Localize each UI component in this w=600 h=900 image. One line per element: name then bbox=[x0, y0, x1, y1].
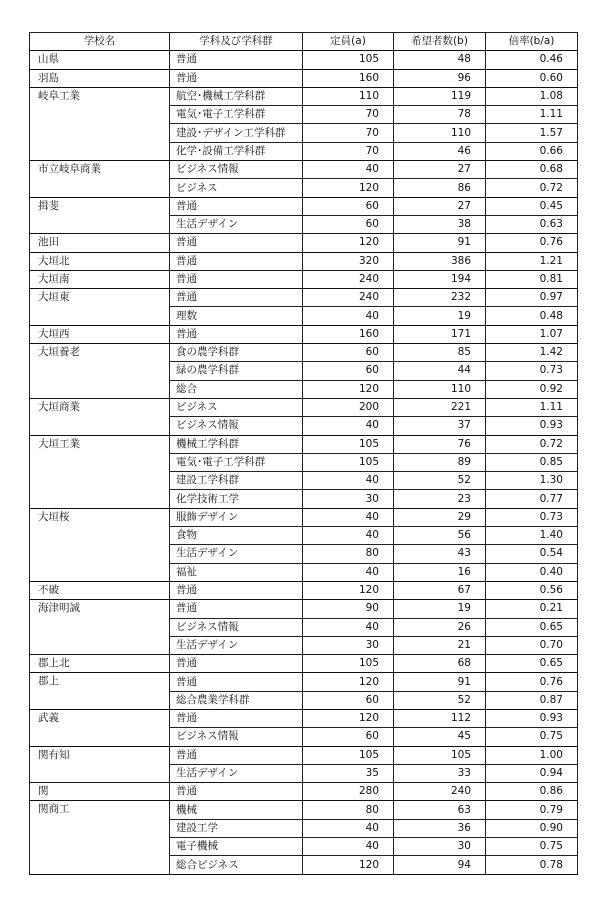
capacity-cell: 105 bbox=[303, 435, 394, 453]
course-cell: 生活デザイン bbox=[170, 764, 303, 782]
school-name-cell: 郡上 bbox=[30, 673, 170, 710]
header-applicants: 希望者数(b) bbox=[394, 33, 486, 51]
capacity-cell: 120 bbox=[303, 179, 394, 197]
ratio-cell: 0.75 bbox=[486, 728, 578, 746]
school-name-cell: 岐阜工業 bbox=[30, 87, 170, 160]
school-name-cell: 大垣東 bbox=[30, 289, 170, 326]
ratio-cell: 0.85 bbox=[486, 453, 578, 471]
capacity-cell: 120 bbox=[303, 856, 394, 874]
school-name-cell: 大垣北 bbox=[30, 252, 170, 270]
applicants-cell: 36 bbox=[394, 819, 486, 837]
applicants-cell: 112 bbox=[394, 709, 486, 727]
capacity-cell: 30 bbox=[303, 636, 394, 654]
capacity-cell: 105 bbox=[303, 746, 394, 764]
capacity-cell: 80 bbox=[303, 545, 394, 563]
table-body bbox=[30, 51, 578, 874]
school-name-cell: 大垣西 bbox=[30, 325, 170, 343]
ratio-cell: 1.00 bbox=[486, 746, 578, 764]
ratio-cell: 0.70 bbox=[486, 636, 578, 654]
capacity-cell: 60 bbox=[303, 691, 394, 709]
capacity-cell: 200 bbox=[303, 398, 394, 416]
course-cell: ビジネス情報 bbox=[170, 728, 303, 746]
school-name-cell: 揖斐 bbox=[30, 197, 170, 234]
ratio-cell: 0.73 bbox=[486, 362, 578, 380]
course-cell: 普通 bbox=[170, 270, 303, 288]
capacity-cell: 105 bbox=[303, 51, 394, 69]
ratio-cell: 1.42 bbox=[486, 344, 578, 362]
ratio-cell: 0.90 bbox=[486, 819, 578, 837]
course-cell: 機械 bbox=[170, 801, 303, 819]
course-cell: 航空･機械工学科群 bbox=[170, 87, 303, 105]
capacity-cell: 240 bbox=[303, 270, 394, 288]
table-row bbox=[30, 746, 578, 764]
course-cell: 生活デザイン bbox=[170, 636, 303, 654]
capacity-cell: 120 bbox=[303, 380, 394, 398]
applicants-cell: 221 bbox=[394, 398, 486, 416]
applicants-cell: 21 bbox=[394, 636, 486, 654]
applicants-cell: 91 bbox=[394, 673, 486, 691]
course-cell: 普通 bbox=[170, 673, 303, 691]
course-cell: 建設工学科群 bbox=[170, 472, 303, 490]
table-row bbox=[30, 87, 578, 105]
table-row bbox=[30, 69, 578, 87]
table-row bbox=[30, 600, 578, 618]
capacity-cell: 110 bbox=[303, 87, 394, 105]
school-name-cell: 大垣商業 bbox=[30, 398, 170, 435]
capacity-cell: 60 bbox=[303, 362, 394, 380]
applicants-cell: 91 bbox=[394, 234, 486, 252]
applicants-cell: 232 bbox=[394, 289, 486, 307]
ratio-cell: 0.87 bbox=[486, 691, 578, 709]
course-cell: 普通 bbox=[170, 581, 303, 599]
course-cell: 普通 bbox=[170, 709, 303, 727]
ratio-cell: 0.94 bbox=[486, 764, 578, 782]
applicants-cell: 19 bbox=[394, 600, 486, 618]
applicants-cell: 85 bbox=[394, 344, 486, 362]
school-name-cell: 大垣南 bbox=[30, 270, 170, 288]
capacity-cell: 160 bbox=[303, 69, 394, 87]
school-name-cell: 関 bbox=[30, 783, 170, 801]
school-name-cell: 大垣工業 bbox=[30, 435, 170, 508]
capacity-cell: 40 bbox=[303, 417, 394, 435]
capacity-cell: 40 bbox=[303, 307, 394, 325]
applicants-cell: 94 bbox=[394, 856, 486, 874]
table-row bbox=[30, 289, 578, 307]
course-cell: 普通 bbox=[170, 69, 303, 87]
capacity-cell: 40 bbox=[303, 618, 394, 636]
course-cell: 理数 bbox=[170, 307, 303, 325]
course-cell: 総合 bbox=[170, 380, 303, 398]
capacity-cell: 35 bbox=[303, 764, 394, 782]
ratio-cell: 0.73 bbox=[486, 508, 578, 526]
capacity-cell: 40 bbox=[303, 563, 394, 581]
ratio-cell: 0.92 bbox=[486, 380, 578, 398]
course-cell: 化学技術工学 bbox=[170, 490, 303, 508]
ratio-cell: 0.72 bbox=[486, 179, 578, 197]
capacity-cell: 40 bbox=[303, 508, 394, 526]
course-cell: 総合ビジネス bbox=[170, 856, 303, 874]
applicants-cell: 37 bbox=[394, 417, 486, 435]
applicants-cell: 26 bbox=[394, 618, 486, 636]
ratio-cell: 0.46 bbox=[486, 51, 578, 69]
school-name-cell: 山県 bbox=[30, 51, 170, 69]
applicants-cell: 119 bbox=[394, 87, 486, 105]
course-cell: 服飾デザイン bbox=[170, 508, 303, 526]
applicants-cell: 194 bbox=[394, 270, 486, 288]
applicants-cell: 16 bbox=[394, 563, 486, 581]
applicants-cell: 105 bbox=[394, 746, 486, 764]
capacity-cell: 240 bbox=[303, 289, 394, 307]
applicants-cell: 19 bbox=[394, 307, 486, 325]
ratio-cell: 0.48 bbox=[486, 307, 578, 325]
course-cell: 生活デザイン bbox=[170, 545, 303, 563]
capacity-cell: 60 bbox=[303, 344, 394, 362]
applicants-cell: 30 bbox=[394, 838, 486, 856]
school-name-cell: 海津明誠 bbox=[30, 600, 170, 655]
ratio-cell: 1.30 bbox=[486, 472, 578, 490]
applicants-cell: 33 bbox=[394, 764, 486, 782]
capacity-cell: 40 bbox=[303, 838, 394, 856]
course-cell: 建設･デザイン工学科群 bbox=[170, 124, 303, 142]
ratio-cell: 0.78 bbox=[486, 856, 578, 874]
course-cell: 電気･電子工学科群 bbox=[170, 106, 303, 124]
applicants-cell: 78 bbox=[394, 106, 486, 124]
capacity-cell: 40 bbox=[303, 161, 394, 179]
capacity-cell: 80 bbox=[303, 801, 394, 819]
ratio-cell: 0.56 bbox=[486, 581, 578, 599]
ratio-cell: 1.11 bbox=[486, 398, 578, 416]
course-cell: 緑の農学科群 bbox=[170, 362, 303, 380]
course-cell: 福祉 bbox=[170, 563, 303, 581]
ratio-cell: 0.97 bbox=[486, 289, 578, 307]
ratio-cell: 0.72 bbox=[486, 435, 578, 453]
ratio-cell: 0.65 bbox=[486, 618, 578, 636]
school-name-cell: 市立岐阜商業 bbox=[30, 161, 170, 198]
table-row bbox=[30, 801, 578, 819]
applicants-cell: 38 bbox=[394, 215, 486, 233]
capacity-cell: 70 bbox=[303, 124, 394, 142]
ratio-cell: 1.07 bbox=[486, 325, 578, 343]
capacity-cell: 40 bbox=[303, 527, 394, 545]
school-name-cell: 羽島 bbox=[30, 69, 170, 87]
header-row bbox=[30, 33, 578, 51]
school-name-cell: 池田 bbox=[30, 234, 170, 252]
header-ratio: 倍率(b/a) bbox=[486, 33, 578, 51]
admission-ratio-table bbox=[29, 32, 578, 875]
course-cell: 普通 bbox=[170, 197, 303, 215]
course-cell: 普通 bbox=[170, 325, 303, 343]
table-row bbox=[30, 234, 578, 252]
table-row bbox=[30, 51, 578, 69]
course-cell: 普通 bbox=[170, 783, 303, 801]
course-cell: 化学･設備工学科群 bbox=[170, 142, 303, 160]
course-cell: 普通 bbox=[170, 746, 303, 764]
applicants-cell: 52 bbox=[394, 472, 486, 490]
table-row bbox=[30, 270, 578, 288]
applicants-cell: 45 bbox=[394, 728, 486, 746]
ratio-cell: 0.76 bbox=[486, 673, 578, 691]
capacity-cell: 70 bbox=[303, 106, 394, 124]
ratio-cell: 0.86 bbox=[486, 783, 578, 801]
course-cell: ビジネス情報 bbox=[170, 618, 303, 636]
capacity-cell: 160 bbox=[303, 325, 394, 343]
table-row bbox=[30, 709, 578, 727]
ratio-cell: 1.11 bbox=[486, 106, 578, 124]
applicants-cell: 86 bbox=[394, 179, 486, 197]
course-cell: 電子機械 bbox=[170, 838, 303, 856]
capacity-cell: 90 bbox=[303, 600, 394, 618]
table-row bbox=[30, 398, 578, 416]
table-row bbox=[30, 161, 578, 179]
course-cell: 建設工学 bbox=[170, 819, 303, 837]
capacity-cell: 120 bbox=[303, 581, 394, 599]
course-cell: 電気･電子工学科群 bbox=[170, 453, 303, 471]
applicants-cell: 240 bbox=[394, 783, 486, 801]
applicants-cell: 44 bbox=[394, 362, 486, 380]
ratio-cell: 1.08 bbox=[486, 87, 578, 105]
applicants-cell: 23 bbox=[394, 490, 486, 508]
ratio-cell: 1.57 bbox=[486, 124, 578, 142]
ratio-cell: 0.40 bbox=[486, 563, 578, 581]
table-row bbox=[30, 197, 578, 215]
capacity-cell: 105 bbox=[303, 655, 394, 673]
school-name-cell: 大垣養老 bbox=[30, 344, 170, 399]
ratio-cell: 0.68 bbox=[486, 161, 578, 179]
ratio-cell: 0.76 bbox=[486, 234, 578, 252]
course-cell: 食物 bbox=[170, 527, 303, 545]
course-cell: 食の農学科群 bbox=[170, 344, 303, 362]
applicants-cell: 89 bbox=[394, 453, 486, 471]
ratio-cell: 0.60 bbox=[486, 69, 578, 87]
capacity-cell: 320 bbox=[303, 252, 394, 270]
capacity-cell: 60 bbox=[303, 197, 394, 215]
table-row bbox=[30, 344, 578, 362]
course-cell: 機械工学科群 bbox=[170, 435, 303, 453]
ratio-cell: 1.21 bbox=[486, 252, 578, 270]
ratio-cell: 0.65 bbox=[486, 655, 578, 673]
table-row bbox=[30, 655, 578, 673]
applicants-cell: 48 bbox=[394, 51, 486, 69]
course-cell: 普通 bbox=[170, 234, 303, 252]
ratio-cell: 0.79 bbox=[486, 801, 578, 819]
school-name-cell: 不破 bbox=[30, 581, 170, 599]
applicants-cell: 56 bbox=[394, 527, 486, 545]
table-row bbox=[30, 581, 578, 599]
capacity-cell: 105 bbox=[303, 453, 394, 471]
course-cell: ビジネス bbox=[170, 179, 303, 197]
applicants-cell: 68 bbox=[394, 655, 486, 673]
course-cell: ビジネス情報 bbox=[170, 417, 303, 435]
capacity-cell: 120 bbox=[303, 709, 394, 727]
ratio-cell: 0.66 bbox=[486, 142, 578, 160]
ratio-cell: 0.45 bbox=[486, 197, 578, 215]
table-row bbox=[30, 508, 578, 526]
school-name-cell: 関商工 bbox=[30, 801, 170, 874]
header-course: 学科及び学科群 bbox=[170, 33, 303, 51]
applicants-cell: 27 bbox=[394, 161, 486, 179]
applicants-cell: 76 bbox=[394, 435, 486, 453]
applicants-cell: 27 bbox=[394, 197, 486, 215]
applicants-cell: 29 bbox=[394, 508, 486, 526]
applicants-cell: 171 bbox=[394, 325, 486, 343]
applicants-cell: 386 bbox=[394, 252, 486, 270]
applicants-cell: 110 bbox=[394, 380, 486, 398]
applicants-cell: 67 bbox=[394, 581, 486, 599]
course-cell: 生活デザイン bbox=[170, 215, 303, 233]
course-cell: 普通 bbox=[170, 600, 303, 618]
applicants-cell: 96 bbox=[394, 69, 486, 87]
table-row bbox=[30, 325, 578, 343]
course-cell: 普通 bbox=[170, 289, 303, 307]
ratio-cell: 0.93 bbox=[486, 417, 578, 435]
ratio-cell: 0.54 bbox=[486, 545, 578, 563]
ratio-cell: 0.63 bbox=[486, 215, 578, 233]
ratio-cell: 1.40 bbox=[486, 527, 578, 545]
course-cell: 普通 bbox=[170, 655, 303, 673]
capacity-cell: 280 bbox=[303, 783, 394, 801]
ratio-cell: 0.81 bbox=[486, 270, 578, 288]
capacity-cell: 60 bbox=[303, 215, 394, 233]
ratio-cell: 0.21 bbox=[486, 600, 578, 618]
applicants-cell: 63 bbox=[394, 801, 486, 819]
ratio-cell: 0.93 bbox=[486, 709, 578, 727]
ratio-cell: 0.77 bbox=[486, 490, 578, 508]
header-school: 学校名 bbox=[30, 33, 170, 51]
course-cell: 普通 bbox=[170, 252, 303, 270]
capacity-cell: 30 bbox=[303, 490, 394, 508]
applicants-cell: 46 bbox=[394, 142, 486, 160]
applicants-cell: 110 bbox=[394, 124, 486, 142]
table-row bbox=[30, 673, 578, 691]
school-name-cell: 郡上北 bbox=[30, 655, 170, 673]
school-name-cell: 武義 bbox=[30, 709, 170, 746]
table-row bbox=[30, 783, 578, 801]
header-capacity: 定員(a) bbox=[303, 33, 394, 51]
applicants-cell: 52 bbox=[394, 691, 486, 709]
course-cell: 普通 bbox=[170, 51, 303, 69]
capacity-cell: 120 bbox=[303, 673, 394, 691]
table-row bbox=[30, 435, 578, 453]
applicants-cell: 43 bbox=[394, 545, 486, 563]
capacity-cell: 40 bbox=[303, 472, 394, 490]
course-cell: ビジネス情報 bbox=[170, 161, 303, 179]
course-cell: ビジネス bbox=[170, 398, 303, 416]
course-cell: 総合農業学科群 bbox=[170, 691, 303, 709]
capacity-cell: 120 bbox=[303, 234, 394, 252]
ratio-cell: 0.75 bbox=[486, 838, 578, 856]
table-row bbox=[30, 252, 578, 270]
school-name-cell: 大垣桜 bbox=[30, 508, 170, 581]
school-name-cell: 関有知 bbox=[30, 746, 170, 783]
capacity-cell: 70 bbox=[303, 142, 394, 160]
capacity-cell: 40 bbox=[303, 819, 394, 837]
capacity-cell: 60 bbox=[303, 728, 394, 746]
